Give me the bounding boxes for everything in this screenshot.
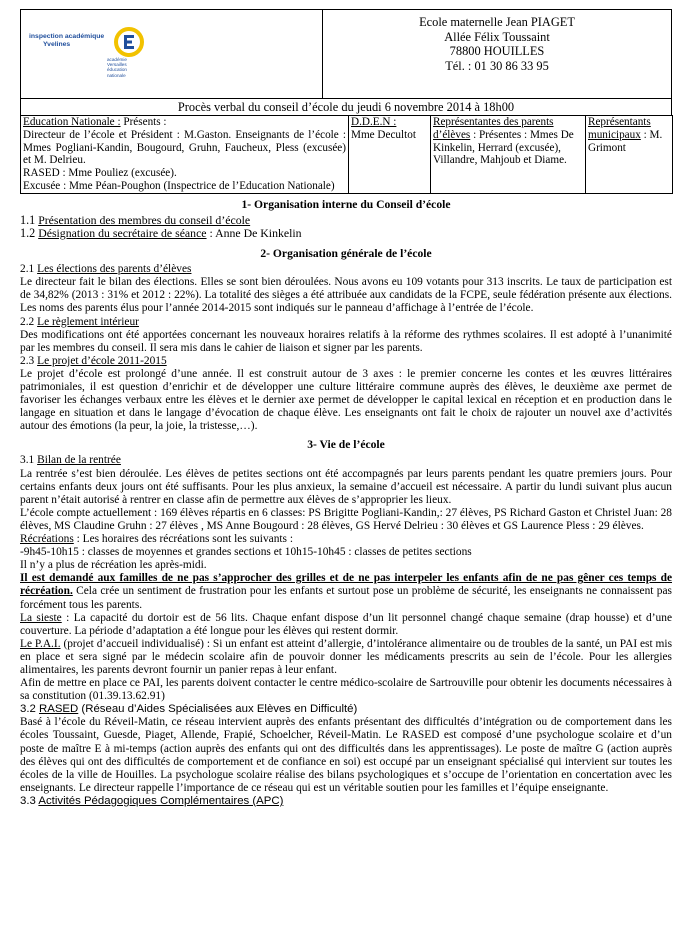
heading-3-1: 3.1 Bilan de la rentrée [20, 454, 121, 467]
school-city: 78800 HOUILLES [449, 44, 545, 59]
paragraph-effectifs: L’école compte actuellement : 169 élèves répartis en 6 classes: PS Brigitte Pogliani-Kandin,: 27 élèves, PS Richard Gaston et Christel Juan: 28 élèves, MS Claudine Gruhn : 27 élèves , MS Anne Bougourd : 28 élèves, GS Hervé Delrieu : 30 élèves et GS Laurence Pless : 29 élèves. [20, 506, 672, 532]
paragraph-elections: Le directeur fait le bilan des élections. Elles se sont bien déroulées. Nous avons eu 109 votants pour 313 inscrits. Le taux de participation est de 34,82% (2013 : 31% et 2012 : 22%). La totalité des sièges a été attribuée aux candidats de la FCPE, seule fédération présente aux élections. Les noms des parents élus pour l’année 2014-2015 sont indiqués sur le panneau d’affichage à l’entrée de l’école. [20, 276, 672, 315]
paragraph-pai: Le P.A.I. (projet d’accueil individualisé) : Si un enfant est atteint d’allergie, d’intolérance alimentaire ou de troubles de la santé, un PAI est mis en place et sera signé par le médecin scolaire afin de pouvoir donner les médicaments prescrits au sein de l’école. Pour les allergies alimentaires, les parents devront fournir un panier repas à leur enfant. [20, 637, 673, 676]
logo-line2: Yvelines [43, 41, 71, 48]
heading-3-2: 3.2 RASED (Réseau d’Aides Spécialisées aux Elèves en Difficulté) [20, 703, 358, 716]
heading-2-2: 2.2 Le règlement intérieur [20, 315, 139, 328]
school-name: Ecole maternelle Jean PIAGET [419, 15, 575, 29]
paragraph-pai-contact: Afin de mettre en place ce PAI, les parents doivent contacter le centre médico-scolaire de Sartrouville pour obtenir les documents nécessaires à sa constitution (01.39.13.62.91) [20, 677, 672, 703]
paragraph-horaires: -9h45-10h15 : classes de moyennes et grandes sections et 10h15-10h45 : classes de petites sections [20, 546, 472, 559]
paragraph-apres-midi: Il n’y a plus de récréation les après-midi. [20, 559, 207, 572]
section-3-title: 3- Vie de l’école [307, 438, 385, 452]
municipal-cell: Représentants municipaux : M. Grimont [586, 116, 673, 194]
parents-cell: Représentantes des parents d’élèves : Présentes : Mmes De Kinkelin, Herrard (excusée), Villandre, Mahjoub et Diame. [431, 116, 586, 194]
item-1-2: 1.2 Désignation du secrétaire de séance : Anne De Kinkelin [20, 225, 302, 240]
academy-logo [29, 27, 147, 81]
heading-3-3: 3.3 Activités Pédagogiques Complémentaires (APC) [20, 794, 284, 807]
paragraph-reglement: Des modifications ont été apportées concernant les nouveaux horaires relatifs à la réforme des rythmes scolaires. Il est adopté à l’unanimité par les membres du conseil. Il sera mis dans le cahier de liaison et signer par les parents. [20, 328, 672, 354]
paragraph-grilles: Il est demandé aux familles de ne pas s’approcher des grilles et de ne pas interpeler les enfants afin de ne pas gêner ces temps de récréation. Cela crée un sentiment de frustration pour les enfants et surtout pose un problème de sécurité, les enseignants ne connaissent pas forcément tous les parents. [20, 572, 672, 611]
paragraph-sieste: La sieste : La capacité du dortoir est de 56 lits. Chaque enfant dispose d’un lit personnel changé chaque semaine (drap housse) et d’une couverture. La période d’adaptation a été longue pour les élèves qui restent dormir. [20, 611, 672, 637]
letterhead [20, 9, 672, 99]
logo-subtext: académie Versailles éducation nationale [107, 57, 127, 78]
section-2-title: 2- Organisation générale de l’école [260, 247, 432, 261]
school-address [323, 10, 671, 98]
republic-logo-icon [114, 27, 144, 57]
paragraph-rentree: La rentrée s’est bien déroulée. Les élèves de petites sections ont été accompagnés par leurs parents pendant les quatre premiers jours. Pour certains enfants deux jours ont été suffisants. Pour les plus anxieux, la semaine d’accueil est nécessaire. A partir du lundi suivant plus aucun parent n’était autorisé à rentrer en classe afin de permettre aux élèves de s’approprier les lieux. [20, 467, 672, 506]
heading-2-1: 2.1 Les élections des parents d’élèves [20, 263, 192, 276]
paragraph-recreations: Récréations : Les horaires des récréations sont les suivants : [20, 533, 293, 546]
attendance-table [20, 115, 673, 194]
document-title: Procès verbal du conseil d’école du jeudi 6 novembre 2014 à 18h00 [20, 99, 672, 115]
logo-line1: inspection académique [29, 33, 105, 40]
logo-cell [21, 10, 323, 98]
section-1-title: 1- Organisation interne du Conseil d’école [241, 197, 451, 211]
document-page [20, 9, 672, 808]
paragraph-rased: Basé à l’école du Réveil-Matin, ce réseau intervient auprès des enfants présentant des difficultés d’intégration ou de comportement dans les écoles Toussaint, Guesde, Piaget, Allende, Frapié, Schoelcher, Réveil-Matin. Le RASED est composé d’une psychologue scolaire et d’un poste de maître E à mi-temps (action auprès des enfants qui ont des difficultés dans les apprentissages). Le poste de maître G (action auprès des élèves qui ont des difficultés de comportement et de confiance en soi) est occupé par un enseignant spécialisé qui intervient sur toutes les écoles de la ville de Houilles. La psychologue scolaire réalise des bilans psychologiques et s’occupe de l’orientation en concertation avec les enseignants. Le directeur rappelle l’importance de ce réseau qui est un véritable soutien pour les familles et l’équipe enseignante. [20, 716, 672, 794]
school-street: Allée Félix Toussaint [444, 29, 550, 44]
paragraph-projet: Le projet d’école est prolongé d’une année. Il est construit autour de 3 axes : le premier concerne les contes et les œuvres littéraires patrimoniales, il est question d’enrichir et de développer une culture littéraire commune auprès des élèves, le deuxième axe permet de favoriser les échanges verbaux entre les élèves et le dernier axe permet de développer le capital lexical en réception et en production dans le langage en situation et dans le langage d’évocation de chaque élève. Les enseignants ont fait le choix de rajouter un nouvel axe d’activités autour des émotions (la peur, la joie, la tristesse,…). [20, 367, 672, 433]
item-1-1: 1.1 Présentation des membres du conseil d’école [20, 212, 251, 227]
school-phone: Tél. : 01 30 86 33 95 [445, 58, 549, 73]
dden-cell: D.D.E.N : Mme Decultot [349, 116, 431, 194]
heading-2-3: 2.3 Le projet d’école 2011-2015 [20, 354, 167, 367]
education-nationale-cell: Education Nationale : Présents : Directeur de l’école et Président : M.Gaston. Enseignants de l’école : Mmes Pogliani-Kandin, Bougourd, Gruhn, Faucheux, Pless (excusée) et M. Delrieu. RASED : Mme Pouliez (excusée). Excusée : Mme Péan-Poughon (Inspectrice de l’Education Nationale) [21, 116, 349, 194]
